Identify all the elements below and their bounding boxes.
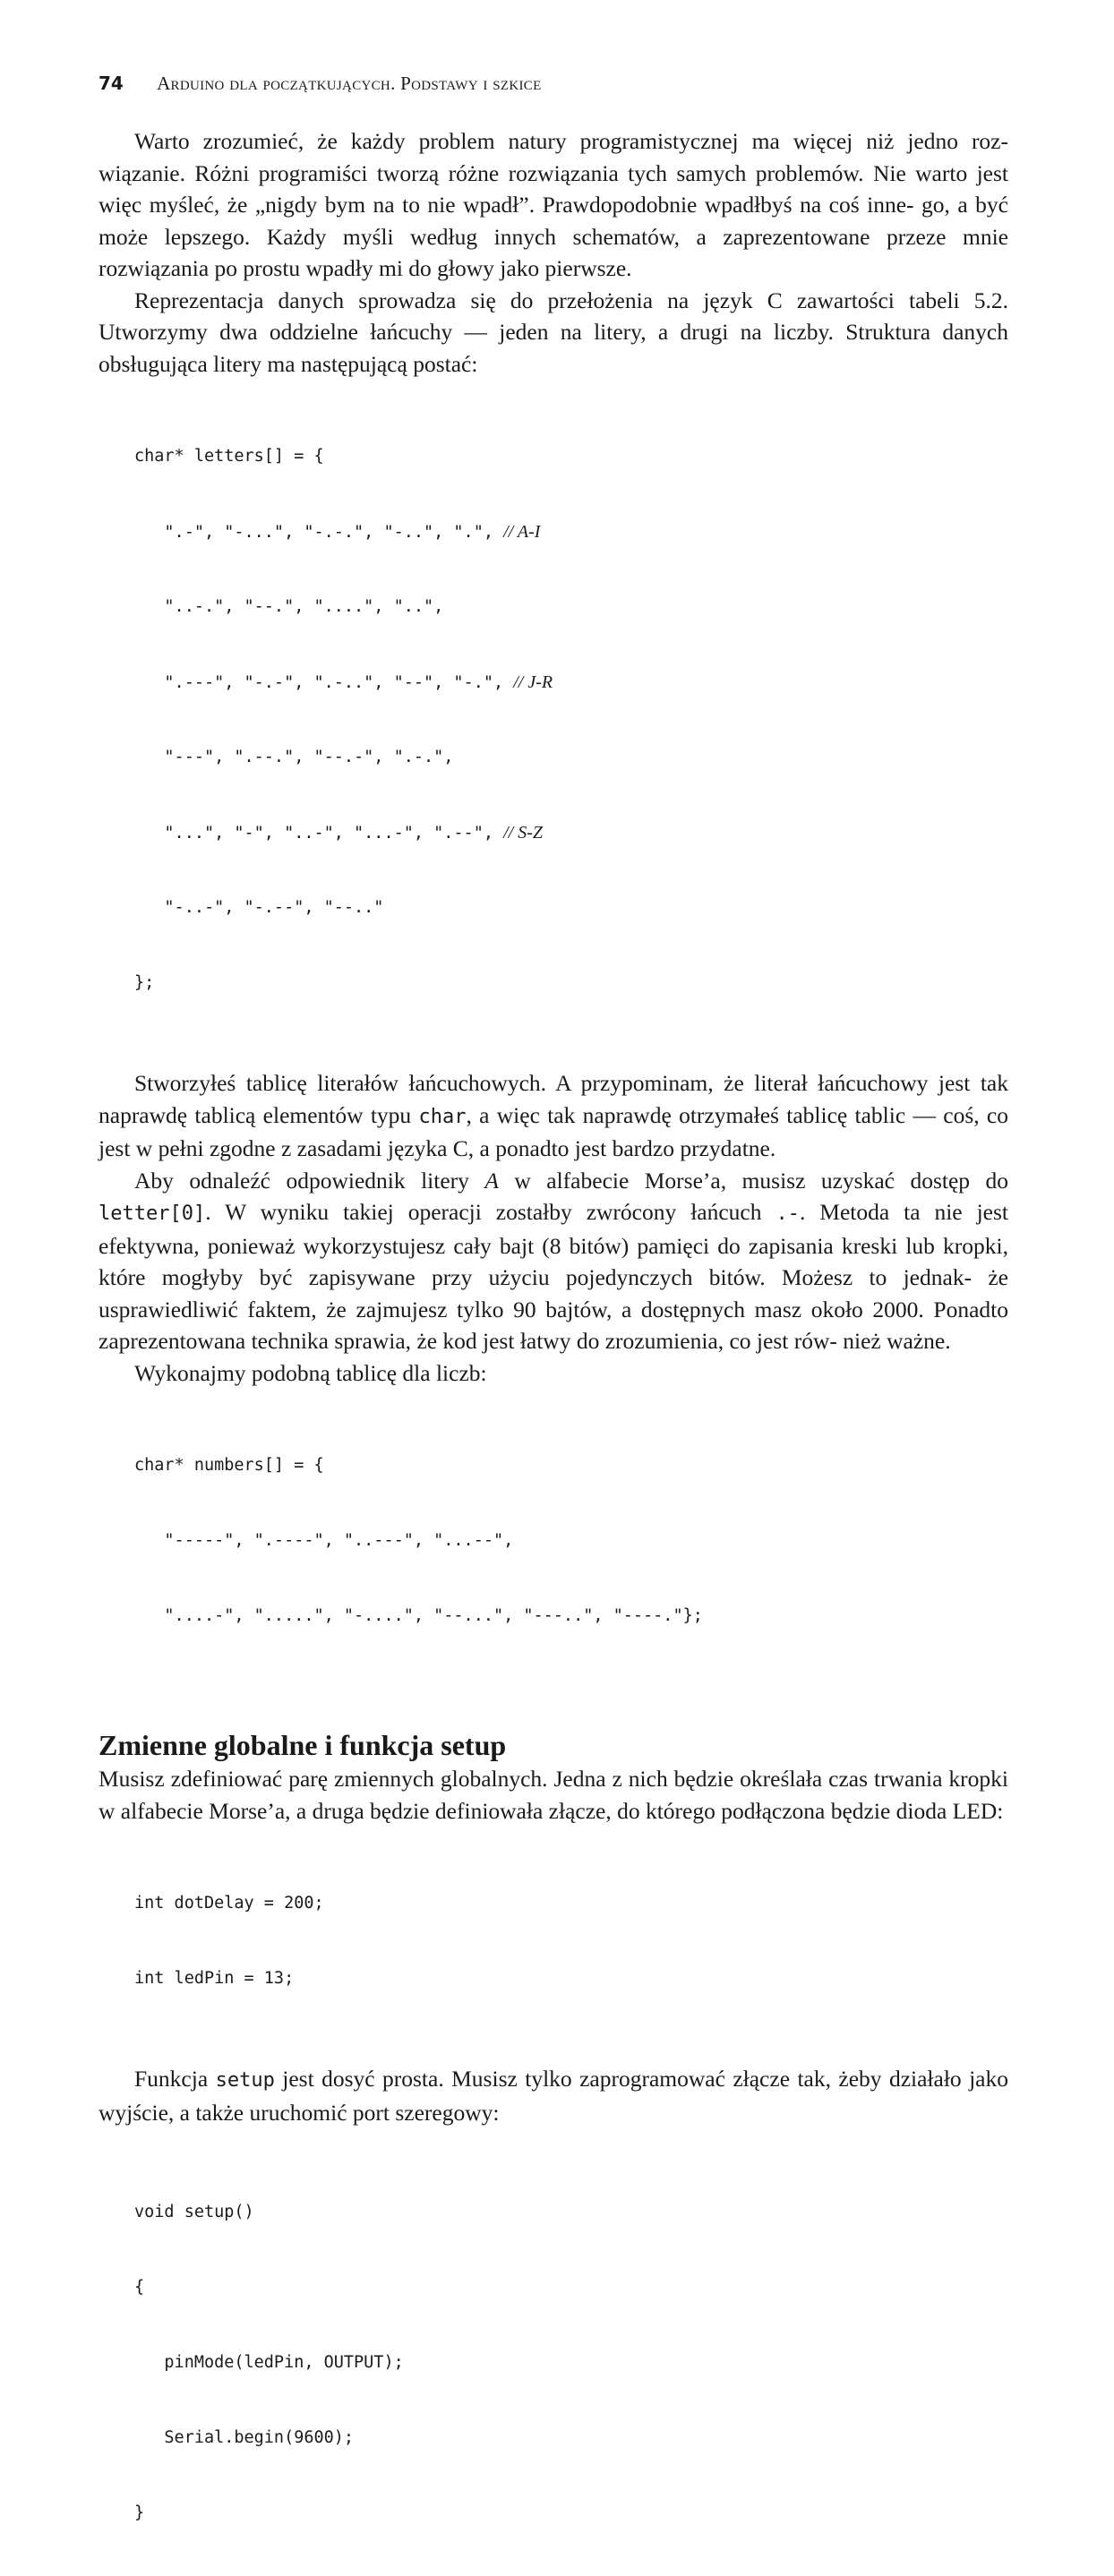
code-line: ".-", "-...", "-.-.", "-..", ".", // A-I: [134, 522, 541, 542]
inline-code: letter[0]: [99, 1202, 206, 1225]
code-line: ".---", "-.-", ".-..", "--", "-.", // J-R: [134, 672, 553, 692]
code-line: int ledPin = 13;: [134, 1969, 295, 1988]
running-head-title: Arduino dla początkujących. Podstawy i szkice: [157, 73, 542, 94]
code-comment: // A-I: [503, 522, 541, 542]
code-block-setup: [99, 2150, 1008, 2576]
code-line: "---", ".--.", "--.-", ".-.",: [134, 748, 454, 766]
code-line: };: [134, 973, 155, 992]
paragraph-morse-lookup: Aby odnaleźć odpowiednik litery A w alfabecie Morse’a, musisz uzyskać dostęp do letter[0]. W wyniku takiej operacji zostałby zwrócony łańcuch .-. Metoda ta nie jest efektywna, ponieważ wykorzystujesz cały bajt (8 bitów) pamięci do zapisania kreski lub kropki, które mogłyby być zapisywane przy użyciu pojedynczych bitów. Możesz to jednak- że usprawiedliwić faktem, że zajmujesz tylko 90 bajtów, a dostępnych masz około 2000. Ponadto zaprezentowana technika sprawia, że kod jest łatwy do zrozumienia, co jest rów- nież ważne.: [99, 1167, 1008, 1354]
code-line: int dotDelay = 200;: [134, 1894, 324, 1913]
inline-code: char: [418, 1105, 467, 1128]
code-line: Serial.begin(9600);: [134, 2428, 355, 2447]
paragraph-data-representation: Reprezentacja danych sprowadza się do przełożenia na język C zawartości tabeli 5.2. Utworzymy dwa oddzielne łańcuchy — jeden na litery, a drugi na liczby. Struktura danych obsługująca litery ma następującą postać:: [99, 287, 1008, 377]
code-line: "....-", ".....", "-....", "--...", "---..", "----."};: [134, 1606, 703, 1625]
code-line: "..-.", "--.", "....", "..",: [134, 597, 444, 616]
code-line: char* letters[] = {: [134, 447, 324, 466]
code-line: void setup(): [134, 2203, 254, 2221]
running-head: [99, 72, 1012, 95]
code-line: pinMode(ledPin, OUTPUT);: [134, 2353, 404, 2372]
inline-code: setup: [215, 2069, 275, 2092]
paragraph-string-literals: Stworzyłeś tablicę literałów łańcuchowych. A przypominam, że literał łańcuchowy jest tak naprawdę tablicą elementów typu char, a więc tak naprawdę otrzymałeś tablicę tablic — coś, co jest w pełni zgodne z zasadami języka C, a ponadto jest bardzo przydatne.: [99, 1070, 1008, 1161]
code-line: "-----", ".----", "..---", "...--",: [134, 1531, 514, 1550]
paragraph-setup: Funkcja setup jest dosyć prosta. Musisz tylko zaprogramować złącze tak, żeby działało jako wyjście, a także uruchomić port szeregowy:: [99, 2066, 1009, 2126]
code-block-numbers: [99, 1403, 1008, 1679]
page-number: 74: [99, 73, 124, 94]
paragraph-numbers-intro: Wykonajmy podobną tablicę dla liczb:: [134, 1359, 487, 1386]
code-line: char* numbers[] = {: [134, 1456, 324, 1475]
section-heading: Zmienne globalne i funkcja setup: [99, 1729, 507, 1761]
page-body: [99, 125, 1008, 2576]
code-comment: // J-R: [513, 672, 553, 692]
code-line: }: [134, 2503, 145, 2522]
paragraph-globals: Musisz zdefiniować parę zmiennych globalnych. Jedna z nich będzie określała czas trwania kropki w alfabecie Morse’a, a druga będzie definiowała złącze, do którego podłączona będzie dioda LED:: [99, 1766, 1008, 1824]
paragraph-intro: Warto zrozumieć, że każdy problem natury programistycznej ma więcej niż jedno roz- wiązanie. Różni programiści tworzą różne rozwiązania tych samych problemów. Nie warto jest więc myśleć, że „nigdy bym na to nie wpadł”. Prawdopodobnie wpadłbyś na coś inne- go, a być może lepszego. Każdy myśli według innych schematów, a zaprezentowane przeze mnie rozwiązania po prostu wpadły mi do głowy jako pierwsze.: [99, 128, 1008, 281]
code-comment: // S-Z: [503, 823, 544, 843]
code-line: {: [134, 2278, 145, 2297]
inline-code: .-: [776, 1202, 800, 1225]
emphasis-letter: A: [484, 1167, 499, 1194]
code-block-globals: [99, 1841, 1008, 2041]
code-line: "...", "-", "..-", "...-", ".--", // S-Z: [134, 823, 544, 843]
code-block-letters: [99, 394, 1008, 1046]
code-line: "-..-", "-.--", "--..": [134, 898, 384, 917]
